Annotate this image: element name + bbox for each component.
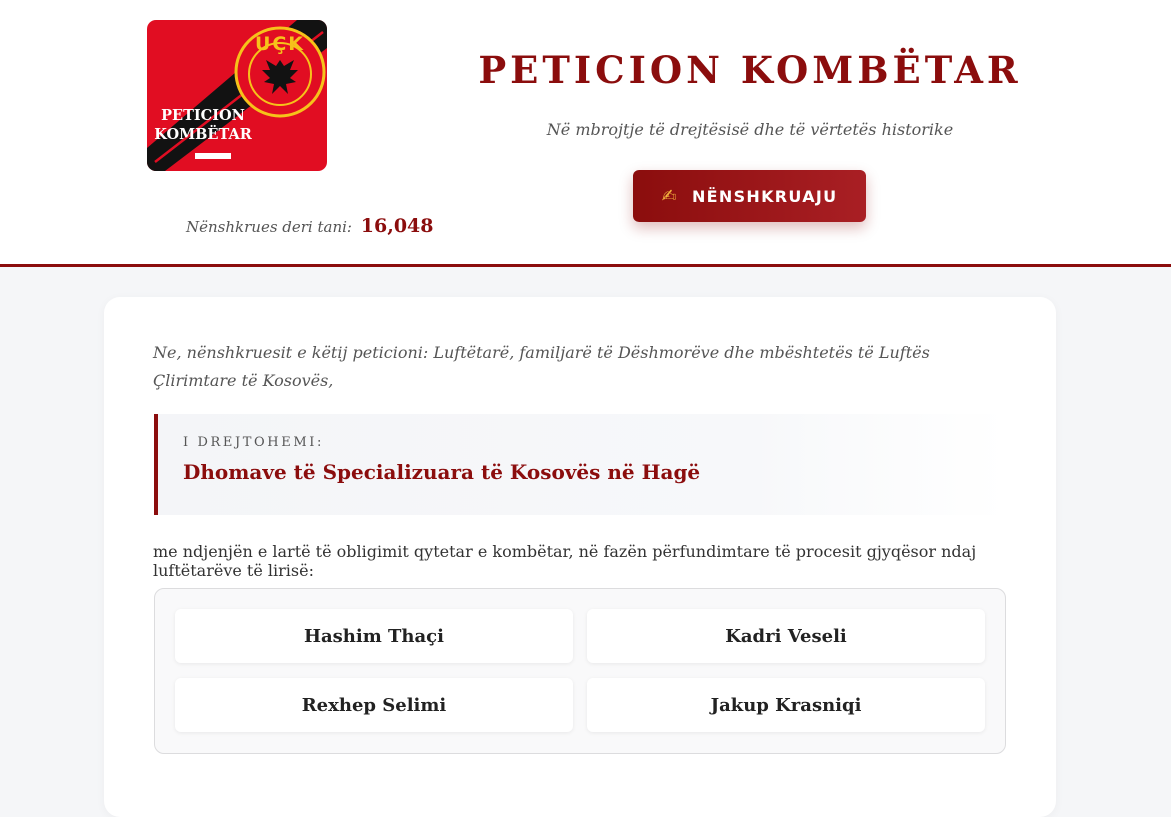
name-card: Kadri Veseli [587,609,985,663]
counter-value: 16,048 [360,215,434,237]
addressee-block [154,414,1006,515]
sign-petition-button[interactable] [633,170,866,222]
addressee-name: Dhomave të Specializuara të Kosovës në Hagë [183,460,701,484]
petition-card [104,297,1056,817]
badge-text: UÇK [254,33,306,55]
page-title: PETICION KOMBËTAR [478,48,1022,92]
names-grid [154,588,1006,754]
page-header [0,0,1171,267]
petition-logo [147,20,327,171]
writing-hand-icon: ✍ [661,185,678,207]
petition-intro: Ne, nënshkruesit e këtij peticioni: Luftëtarë, familjarë të Dëshmorëve dhe mbështetës të Luftës Çlirimtare të Kosovës, [153,343,930,390]
counter-label: Nënshkrues deri tani: [186,218,352,236]
addressee-label: I DREJTOHEMI: [183,435,324,450]
page-subtitle: Në mbrojtje të drejtësisë dhe të vërtetës historike [546,120,954,139]
logo-title: PETICION KOMBËTAR [154,107,252,143]
signature-counter [186,215,433,237]
name-card: Jakup Krasniqi [587,678,985,732]
uck-emblem-icon [147,20,327,171]
name-card: Rexhep Selimi [175,678,573,732]
sign-button-label: NËNSHKRUAJU [691,186,838,206]
name-card: Hashim Thaçi [175,609,573,663]
petition-context: me ndjenjën e lartë të obligimit qytetar e kombëtar, në fazën përfundimtare të procesit gjyqësor ndaj luftëtarëve të lirisë: [153,542,977,580]
logo-underline [195,153,231,159]
